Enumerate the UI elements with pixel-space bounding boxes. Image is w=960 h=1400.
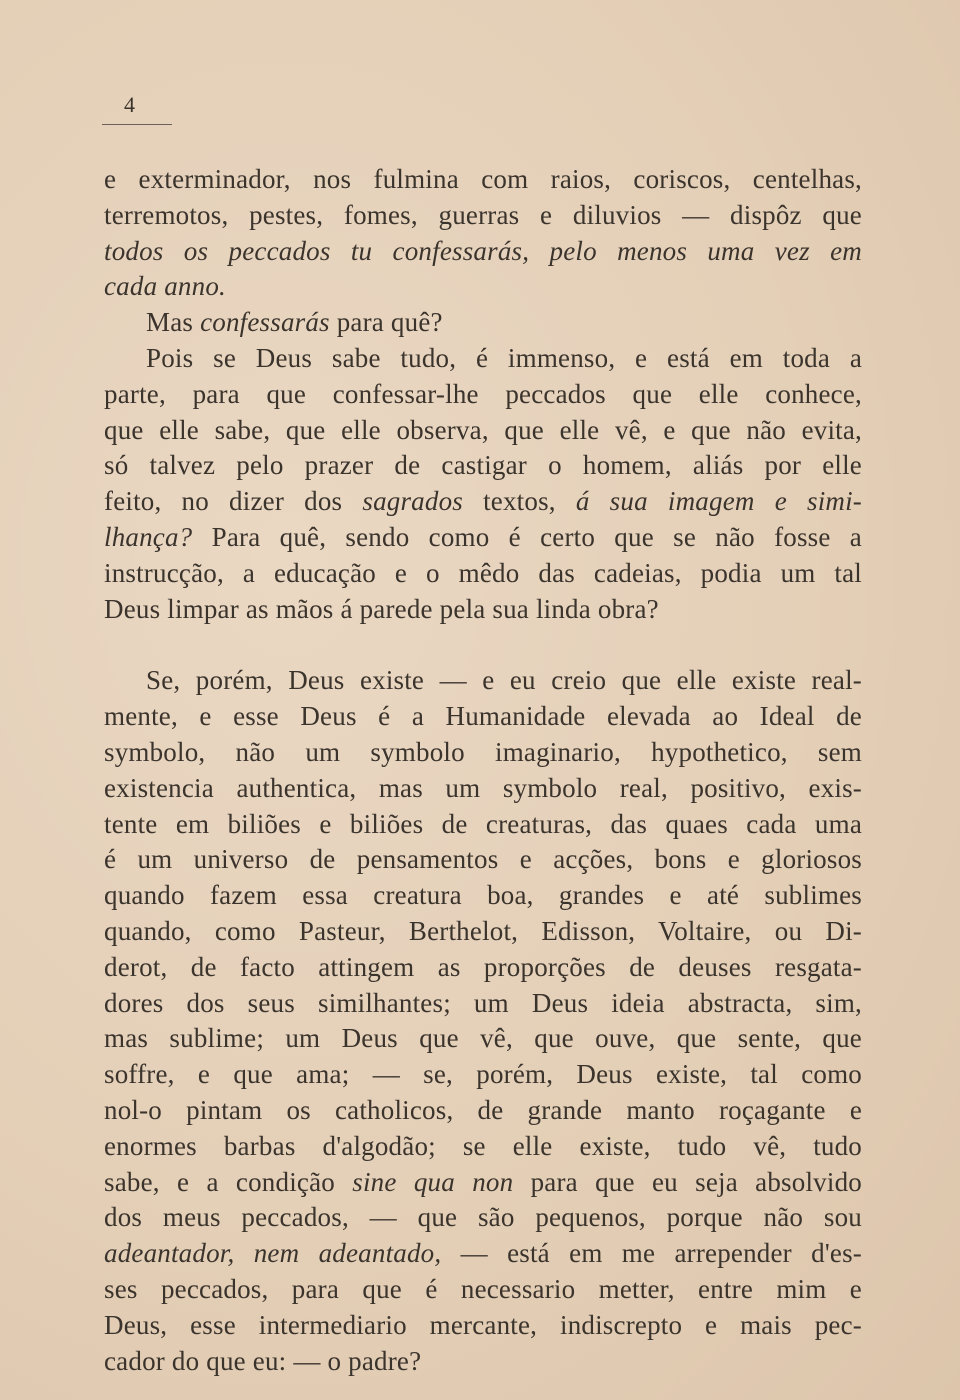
text-line (104, 305, 862, 341)
text-line: quando, como Pasteur, Berthelot, Edisson, Voltaire, ou Di- (104, 915, 862, 946)
text-segment: — está em me arrepender d'es- (441, 1238, 862, 1269)
body-text (104, 162, 862, 1379)
italic-text: sagrados (362, 486, 463, 517)
text-line: dos meus peccados, — que são pequenos, porque não sou (104, 1202, 862, 1233)
text-line: é um universo de pensamentos e acções, bons e gloriosos (104, 844, 862, 875)
page-number-rule (102, 124, 172, 125)
text-segment: para que eu seja absolvido (513, 1166, 862, 1197)
paragraph (104, 305, 862, 341)
text-segment: Para quê, sendo como é certo que se não fosse a (192, 521, 862, 552)
text-segment: Mas (146, 307, 201, 338)
italic-text: confessarás (200, 307, 330, 338)
paragraph-gap (104, 627, 862, 663)
text-line: cador do que eu: — o padre? (104, 1345, 422, 1376)
text-line: instrucção, a educação e o mêdo das cadeias, podia um tal (104, 557, 862, 588)
text-line: enormes barbas d'algodão; se elle existe, tudo vê, tudo (104, 1130, 862, 1161)
text-line: todos os peccados tu confessarás, pelo menos uma vez em (104, 235, 862, 266)
text-line: mente, e esse Deus é a Humanidade elevada ao Ideal de (104, 701, 862, 732)
text-line: Deus limpar as mãos á parede pela sua linda obra? (104, 593, 659, 624)
text-line: derot, de facto attingem as proporções de deuses resgata- (104, 951, 862, 982)
text-segment: textos, (462, 486, 576, 517)
text-line: só talvez pelo prazer de castigar o homem, aliás por elle (104, 450, 862, 481)
text-segment: feito, no dizer dos (104, 486, 363, 517)
text-segment: sabe, e a condição (104, 1166, 353, 1197)
text-line: Se, porém, Deus existe — e eu creio que elle existe real- (146, 665, 862, 696)
text-line: symbolo, não um symbolo imaginario, hypothetico, sem (104, 736, 862, 767)
text-line: terremotos, pestes, fomes, guerras e diluvios — dispôz que (104, 199, 862, 230)
text-line: e exterminador, nos fulmina com raios, coriscos, centelhas, (104, 164, 862, 194)
text-line: nol-o pintam os catholicos, de grande manto roçagante e (104, 1094, 862, 1125)
page-number: 4 (124, 92, 136, 117)
italic-text: lhança? (104, 521, 193, 552)
text-line: parte, para que confessar-lhe peccados que elle conhece, (104, 378, 862, 409)
text-line: cada anno. (104, 271, 226, 302)
text-line: dores dos seus similhantes; um Deus ideia abstracta, sim, (104, 987, 862, 1018)
text-line (104, 1165, 862, 1201)
paragraph (104, 341, 862, 627)
italic-text: adeantador, nem adeantado, (104, 1238, 442, 1269)
text-line: Deus, esse intermediario mercante, indiscrepto e mais pec- (104, 1309, 862, 1340)
text-line: quando fazem essa creatura boa, grandes e até sublimes (104, 880, 862, 911)
text-line: soffre, e que ama; — se, porém, Deus existe, tal como (104, 1059, 862, 1090)
text-line: existencia authentica, mas um symbolo real, positivo, exis- (104, 772, 862, 803)
italic-text: sine qua non (352, 1166, 514, 1197)
italic-text: á sua imagem e simi- (575, 486, 862, 517)
text-line: que elle sabe, que elle observa, que elle vê, e que não evita, (104, 414, 862, 445)
text-line: Pois se Deus sabe tudo, é immenso, e está em toda a (146, 342, 862, 373)
text-line: tente em biliões e biliões de creaturas, das quaes cada uma (104, 808, 862, 839)
text-line: ses peccados, para que é necessario metter, entre mim e (104, 1273, 862, 1304)
text-line (104, 520, 862, 556)
paragraph (104, 162, 862, 305)
text-line: mas sublime; um Deus que vê, que ouve, que sente, que (104, 1023, 862, 1054)
text-line (104, 1236, 862, 1272)
text-segment: para quê? (329, 307, 443, 338)
text-line (104, 484, 862, 520)
paragraph (104, 663, 862, 1379)
